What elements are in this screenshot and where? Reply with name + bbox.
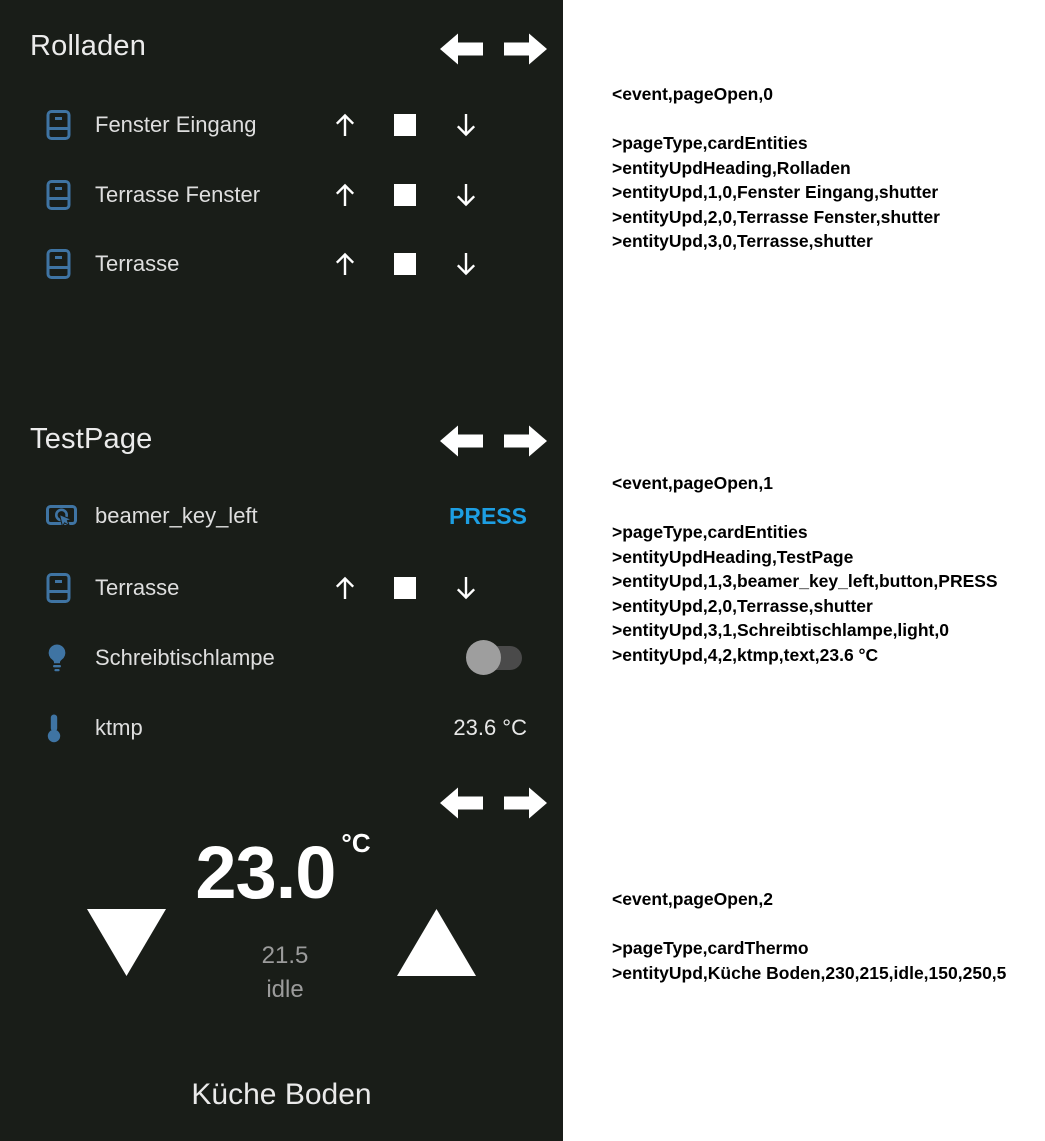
window-shutter-icon	[46, 110, 71, 141]
page-nav-thermo	[440, 786, 550, 822]
toggle-knob	[466, 640, 501, 675]
log-block-page0	[612, 82, 940, 254]
log-line: >entityUpd,3,1,Schreibtischlampe,light,0	[612, 620, 949, 640]
shutter-stop-button[interactable]	[394, 577, 416, 599]
light-toggle[interactable]	[466, 640, 524, 676]
log-line: >entityUpd,1,0,Fenster Eingang,shutter	[612, 182, 939, 202]
entity-row-terrasse-2	[0, 560, 563, 616]
log-line: >entityUpd,4,2,ktmp,text,23.6 °C	[612, 644, 879, 665]
log-line	[612, 107, 940, 132]
shutter-stop-button[interactable]	[394, 114, 416, 136]
page-title-testpage: TestPage	[30, 423, 153, 455]
log-block-page1	[612, 471, 998, 667]
temp-down-button[interactable]	[86, 908, 167, 977]
log-line: >entityUpd,3,0,Terrasse,shutter	[612, 231, 873, 251]
log-line: >pageType,cardEntities	[612, 522, 808, 542]
log-line: >pageType,cardThermo	[612, 938, 809, 958]
entity-row-fenster-eingang	[0, 97, 563, 153]
temperature-value: 23.6 °C	[453, 715, 527, 740]
setpoint-temperature: 21.5	[261, 942, 309, 969]
log-line: >entityUpd,1,3,beamer_key_left,button,PRESS	[612, 571, 998, 591]
log-line: <event,pageOpen,1	[612, 473, 773, 493]
shutter-up-button[interactable]	[330, 249, 360, 279]
log-line: >entityUpd,2,0,Terrasse,shutter	[612, 595, 873, 616]
current-temperature-value: 23.0	[195, 831, 336, 914]
gesture-tap-button-icon	[46, 502, 77, 530]
log-line: >pageType,cardEntities	[612, 133, 808, 153]
temperature-unit: °C	[341, 828, 371, 858]
log-line: >entityUpdHeading,TestPage	[612, 546, 854, 567]
entity-label: Fenster Eingang	[95, 112, 257, 137]
shutter-up-button[interactable]	[330, 573, 360, 603]
shutter-down-button[interactable]	[451, 110, 481, 140]
window-shutter-icon	[46, 249, 71, 280]
entity-row-schreibtischlampe	[0, 630, 563, 686]
thermostat-name: Küche Boden	[191, 1078, 372, 1111]
shutter-down-button[interactable]	[451, 573, 481, 603]
log-line	[612, 912, 1006, 937]
shutter-stop-button[interactable]	[394, 184, 416, 206]
log-line: <event,pageOpen,2	[612, 889, 773, 909]
entity-label: ktmp	[95, 715, 143, 740]
entity-label: Terrasse	[95, 251, 180, 276]
shutter-up-button[interactable]	[330, 110, 360, 140]
protocol-log	[563, 0, 1045, 1141]
entity-label: beamer_key_left	[95, 503, 258, 528]
nav-prev-icon[interactable]	[440, 786, 483, 820]
log-line: >entityUpdHeading,Rolladen	[612, 157, 851, 178]
shutter-up-button[interactable]	[330, 180, 360, 210]
shutter-down-button[interactable]	[451, 249, 481, 279]
entity-row-terrasse-fenster	[0, 167, 563, 223]
nav-prev-icon[interactable]	[440, 32, 483, 66]
log-line: >entityUpd,2,0,Terrasse Fenster,shutter	[612, 206, 940, 227]
entity-row-ktmp	[0, 700, 563, 756]
log-line: >entityUpd,Küche Boden,230,215,idle,150,250,5	[612, 962, 1007, 983]
thermometer-icon	[46, 713, 62, 743]
page-nav-rolladen	[440, 32, 550, 68]
entity-label: Schreibtischlampe	[95, 645, 275, 670]
entity-label: Terrasse	[95, 575, 180, 600]
log-line	[612, 496, 998, 521]
shutter-down-button[interactable]	[451, 180, 481, 210]
press-button[interactable]: PRESS	[449, 503, 527, 529]
entity-label: Terrasse Fenster	[95, 182, 261, 207]
page-title-rolladen: Rolladen	[30, 30, 147, 62]
window-shutter-icon	[46, 573, 71, 604]
nav-prev-icon[interactable]	[440, 424, 483, 458]
shutter-stop-button[interactable]	[394, 253, 416, 275]
current-temperature	[150, 828, 410, 914]
entity-row-terrasse	[0, 236, 563, 292]
window-shutter-icon	[46, 180, 71, 211]
lightbulb-icon	[46, 643, 68, 673]
temp-up-button[interactable]	[396, 908, 477, 977]
nav-next-icon[interactable]	[504, 786, 547, 820]
page-nav-testpage	[440, 424, 550, 460]
entity-row-beamer-key-left	[0, 488, 563, 544]
log-line: <event,pageOpen,0	[612, 84, 773, 104]
log-block-page2	[612, 887, 1006, 985]
thermostat-state: idle	[266, 976, 304, 1003]
nav-next-icon[interactable]	[504, 32, 547, 66]
nav-next-icon[interactable]	[504, 424, 547, 458]
